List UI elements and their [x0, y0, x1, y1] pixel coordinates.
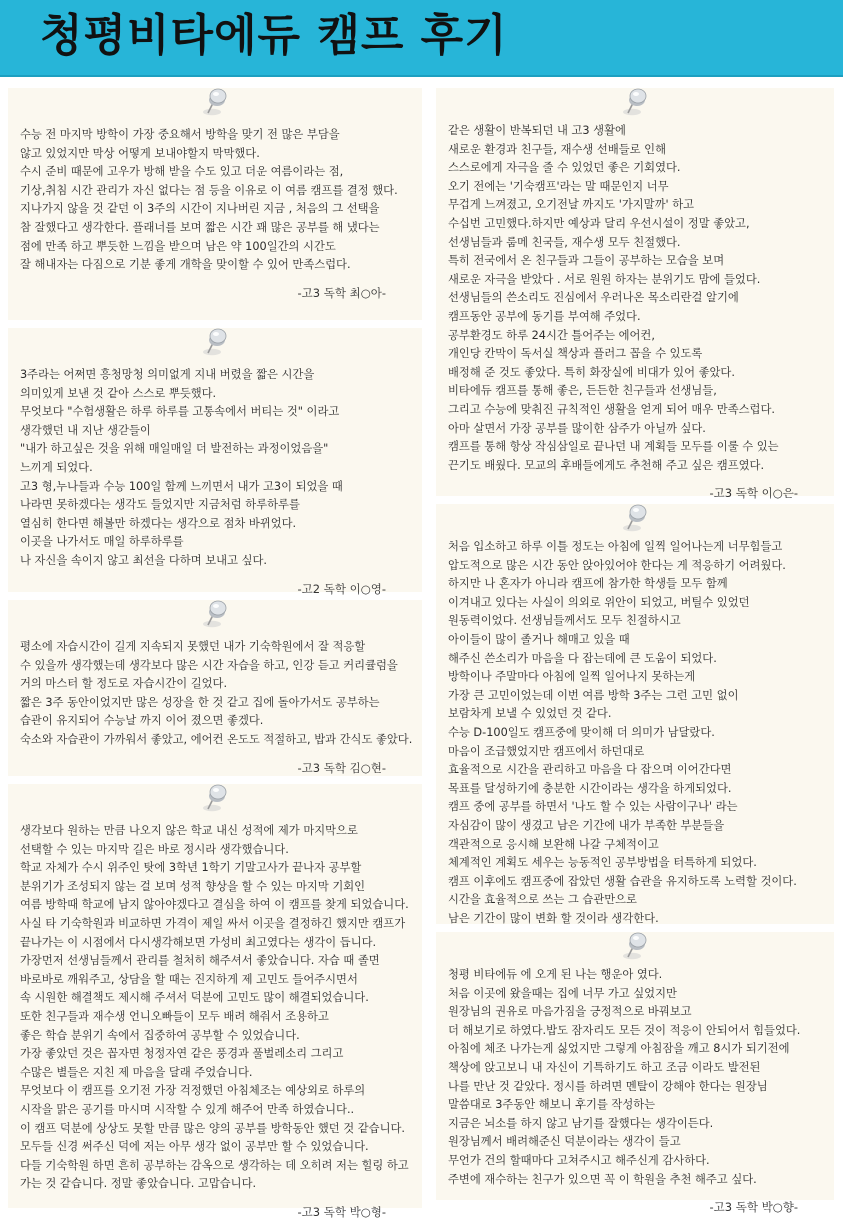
review-signature: -고3 독학 박○형-	[297, 1204, 386, 1219]
review-line: 아침에 체조 나가는게 싫었지만 그렇게 아침잠을 깨고 8시가 되기전에	[448, 1042, 790, 1056]
review-line: 3주라는 어쩌면 흥청망청 의미없게 지내 버렸을 짧은 시간을	[20, 368, 315, 381]
review-line: 비타에듀 캠프를 통해 좋은, 든든한 친구들과 선생님들,	[448, 384, 717, 398]
right-column	[436, 88, 834, 1215]
review-line: 고3 형,누나들과 수능 100일 함께 느끼면서 내가 고3이 되었을 때	[20, 479, 343, 493]
review-line: 수 있을까 생각했는데 생각보다 많은 시간 자습을 하고, 인강 듣고 커리큘럼을	[20, 658, 398, 672]
review-line: 여름 방학때 학교에 남지 않아야겠다고 결심을 하여 이 캠프를 찾게 되었습니다.	[20, 898, 409, 912]
pushpin-icon	[197, 782, 233, 816]
review-line: 모두들 신경 써주신 덕에 저는 아무 생각 없이 공부만 할 수 있었습니다.	[20, 1140, 369, 1154]
review-text	[20, 366, 412, 571]
review-line: 가장 큰 고민이었는데 이번 여름 방학 3주는 그런 고민 없이	[448, 688, 739, 702]
page-title: 청평비타에듀 캠프 후기	[40, 10, 508, 61]
review-signature: -고3 독학 최○아-	[297, 285, 386, 300]
review-line: 이 캠프 덕분에 상상도 못할 만큼 많은 양의 공부를 방학동안 했던 것 같습니다.	[20, 1121, 405, 1135]
review-line: 숙소와 자습관이 가까워서 좋았고, 에어컨 온도도 적절하고, 밥과 간식도 좋았다.	[20, 732, 413, 746]
review-line: 무엇보다 이 캠프를 오기전 가장 걱정했던 아침체조는 예상외로 하루의	[20, 1084, 366, 1098]
review-line: 특히 전국에서 온 친구들과 그들이 공부하는 모습을 보며	[448, 254, 725, 268]
review-line: 청평 비타에듀 에 오게 된 나는 행운아 였다.	[448, 968, 663, 981]
review-text	[448, 538, 824, 928]
review-signature: -고3 독학 이○은-	[709, 486, 798, 501]
review-line: 바로바로 깨워주고, 상담을 할 때는 진지하게 제 고민도 들어주시면서	[20, 972, 358, 986]
review-line: 끈기도 배웠다. 모교의 후배들에게도 추천해 주고 싶은 캠프였다.	[448, 458, 765, 472]
review-line: 처음 입소하고 하루 이틀 정도는 아침에 일찍 일어나는게 너무힘들고	[448, 540, 783, 553]
review-line: 열심히 한다면 해볼만 하겠다는 생각으로 점차 바뀌었다.	[20, 516, 297, 530]
review-line: 하지만 나 혼자가 아니라 캠프에 참가한 학생들 모두 함께	[448, 577, 728, 591]
review-line: 좋은 학습 분위기 속에서 집중하여 공부할 수 있었습니다.	[20, 1028, 300, 1042]
review-line: 또한 친구들과 재수생 언니오빠들이 모두 배려 해줘서 조용하고	[20, 1009, 329, 1023]
review-line: 스스로에게 자극을 줄 수 있었던 좋은 기회였다.	[448, 161, 681, 175]
review-text	[20, 638, 412, 750]
review-card	[8, 784, 422, 1219]
review-line: 배정해 준 것도 좋았다. 특히 화장실에 비대가 있어 좋았다.	[448, 365, 735, 379]
review-line: 같은 생활이 반복되던 내 고3 생활에	[448, 124, 626, 137]
review-line: 무엇보다 "수험생활은 하루 하루를 고통속에서 버티는 것" 이라고	[20, 405, 340, 419]
review-line: 효율적으로 시간을 관리하고 마음을 다 잡으며 이어간다면	[448, 763, 732, 777]
review-line: 캠프 중에 공부를 하면서 '나도 할 수 있는 사람이구나' 라는	[448, 800, 738, 814]
review-line: 더 해보기로 하였다.밥도 잠자리도 모든 것이 적응이 안되어서 힘들었다.	[448, 1023, 801, 1037]
review-line: 짧은 3주 동안이었지만 많은 성장을 한 것 같고 집에 돌아가서도 공부하는	[20, 695, 380, 709]
review-line: 학교 자체가 수시 위주인 탓에 3학년 1학기 기말고사가 끝나자 공부할	[20, 861, 362, 875]
review-line: 기상,취침 시간 관리가 자신 없다는 점 등을 이유로 이 여름 캠프를 결정 했다.	[20, 183, 398, 197]
review-line: 나 자신을 속이지 않고 최선을 다하며 보내고 싶다.	[20, 553, 267, 567]
review-card	[436, 88, 834, 501]
review-line: 새로운 환경과 친구들, 재수생 선배들로 인해	[448, 142, 666, 156]
review-line: 사실 타 기숙학원과 비교하면 가격이 제일 싸서 이곳을 결정하긴 했지만 캠프가	[20, 916, 406, 930]
review-line: 주변에 재수하는 친구가 있으면 꼭 이 학원을 추천 해주고 싶다.	[448, 1172, 757, 1186]
review-line: 처음 이곳에 왔을때는 집에 너무 가고 싶었지만	[448, 986, 677, 1000]
review-line: 마음이 조급했었지만 캠프에서 하던대로	[448, 744, 645, 758]
review-card	[8, 600, 422, 776]
review-line: 지금은 뇌소를 하지 않고 남기를 잘했다는 생각이든다.	[448, 1116, 714, 1130]
review-line: 참 잘했다고 생각한다. 플래너를 보며 짧은 시간 꽤 많은 공부를 해 냈다는	[20, 220, 380, 234]
review-line: 아이들이 많이 졸거나 해매고 있을 때	[448, 632, 630, 646]
review-line: 선생님들과 룸메 친국들, 재수생 모두 친절했다.	[448, 235, 681, 249]
review-line: 캠프동안 공부에 동기를 부여해 주었다.	[448, 309, 641, 323]
review-line: 거의 마스터 할 정도로 자습시간이 길었다.	[20, 677, 228, 691]
pushpin-icon	[617, 930, 653, 964]
review-line: 아마 살면서 가장 공부를 많이한 삼주가 아닐까 싶다.	[448, 421, 706, 435]
review-line: 캠프를 통해 항상 작심삼일로 끝나던 내 계획들 모두를 이룰 수 있는	[448, 440, 779, 454]
review-line: 자심감이 많이 생겼고 남은 기간에 내가 부족한 부분들을	[448, 818, 725, 832]
review-line: 객관적으로 응시해 보완해 나갈 구체적이고	[448, 837, 659, 851]
review-line: 무언가 건의 할때마다 고쳐주시고 해주신게 감사하다.	[448, 1153, 710, 1167]
review-line: 보람차게 보낼 수 있었던 것 같다.	[448, 707, 612, 721]
review-text	[20, 126, 412, 275]
review-line: 공부환경도 하루 24시간 틀어주는 에어컨,	[448, 328, 655, 342]
review-line: 나라면 못하겠다는 생각도 들었지만 지금처럼 하루하루를	[20, 498, 300, 512]
review-line: 수시 준비 때문에 고우가 방해 받을 수도 있고 더운 여름이라는 점,	[20, 165, 344, 179]
review-line: 목표를 달성하기에 충분한 시간이라는 생각을 하게되었다.	[448, 781, 732, 795]
review-line: 말씀대로 3주동안 해보니 후기를 작성하는	[448, 1098, 656, 1112]
review-line: 가장먼저 선생님들께서 관리를 철처히 해주셔서 좋았습니다. 자습 때 졸면	[20, 954, 380, 968]
left-column	[8, 88, 422, 1219]
review-line: 이겨내고 있다는 사실이 의외로 위안이 되었고, 버틸수 있었던	[448, 595, 750, 609]
pushpin-icon	[197, 86, 233, 120]
review-line: 습관이 유지되어 수능날 까지 이어 졌으면 좋겠다.	[20, 714, 264, 728]
review-line: 캠프 이후에도 캠프중에 잡았던 생활 습관을 유지하도록 노력할 것이다.	[448, 874, 797, 888]
review-line: "내가 하고싶은 것을 위해 매일매일 더 발전하는 과정이었음을"	[20, 442, 329, 456]
review-line: 잘 해내자는 다짐으로 기분 좋게 개학을 맞이할 수 있어 만족스럽다.	[20, 258, 351, 272]
review-line: 원장님께서 배려해준신 덕분이라는 생각이 들고	[448, 1135, 681, 1149]
review-line: 개인당 칸막이 독서실 책상과 플러그 꼽을 수 있도록	[448, 347, 703, 361]
review-card	[8, 328, 422, 596]
review-line: 이곳을 나가서도 매일 하루하루를	[20, 535, 184, 549]
review-text	[448, 966, 824, 1189]
review-line: 가는 것 같습니다. 정말 좋았습니다. 고맙습니다.	[20, 1177, 257, 1191]
review-line: 생각보다 원하는 만큼 나오지 않은 학교 내신 성적에 제가 마지막으로	[20, 824, 358, 837]
review-signature: -고2 독학 이○영-	[297, 581, 386, 596]
review-line: 무겁게 느껴졌고, 오기전날 까지도 '가지말까' 하고	[448, 198, 695, 212]
review-line: 시작을 맑은 공기를 마시며 시작할 수 있게 해주어 만족 하였습니다..	[20, 1102, 355, 1116]
review-line: 점에 만족 하고 뿌듯한 느낌을 받으며 남은 약 100일간의 시간도	[20, 239, 336, 253]
review-line: 속 시원한 해결책도 제시해 주셔서 덕분에 고민도 많이 해결되었습니다.	[20, 991, 369, 1005]
review-line: 않고 있었지만 막상 어떻게 보내야할지 막막했다.	[20, 146, 260, 160]
review-card	[436, 504, 834, 924]
review-line: 남은 기간이 많이 변화 할 것이라 생각한다.	[448, 911, 659, 925]
review-line: 생각했던 내 지난 생갇들이	[20, 423, 151, 437]
review-line: 수능 D-100일도 캠프중에 맞이해 더 의미가 남달랐다.	[448, 725, 715, 739]
review-line: 수많은 별들은 지친 제 마음을 달래 주었습니다.	[20, 1065, 253, 1079]
review-card	[436, 932, 834, 1215]
review-line: 수능 전 마지막 방학이 가장 중요해서 방학을 맞기 전 많은 부담을	[20, 128, 340, 141]
review-line: 선생님들의 쓴소리도 진심에서 우러나온 목소리란걸 알기에	[448, 291, 739, 305]
review-signature: -고3 독학 박○향-	[709, 1200, 798, 1215]
review-line: 새로운 자극을 받았다 . 서로 원원 하자는 분위기도 맘에 들었다.	[448, 272, 761, 286]
review-line: 나를 만난 것 같았다. 정시를 하려면 멘탈이 강해야 한다는 원장님	[448, 1079, 768, 1093]
pushpin-icon	[197, 326, 233, 360]
pushpin-icon	[197, 598, 233, 632]
review-line: 책상에 앉고보니 내 자신이 기특하기도 하고 조금 이라도 발전된	[448, 1060, 761, 1074]
review-text	[448, 122, 824, 475]
header-banner	[0, 0, 843, 77]
pushpin-icon	[617, 86, 653, 120]
review-line: 그리고 수능에 맞춰진 규칙적인 생활을 얻게 되어 매우 만족스럽다.	[448, 402, 775, 416]
review-line: 방학이나 주말마다 아침에 일찍 일어나지 못하는게	[448, 670, 696, 684]
review-line: 압도적으로 많은 시간 동안 앉아있어야 한다는 게 적응하기 어려웠다.	[448, 558, 786, 572]
review-line: 느끼게 되었다.	[20, 460, 93, 474]
review-line: 체계적인 계획도 세우는 능동적인 공부방법을 터특하게 되었다.	[448, 856, 757, 870]
review-line: 오기 전에는 '기숙캠프'라는 말 때문인지 너무	[448, 179, 669, 193]
pushpin-icon	[617, 502, 653, 536]
review-line: 다들 기숙학원 하면 흔히 공부하는 감옥으로 생각하는 데 오히려 저는 힐링 하고	[20, 1158, 409, 1172]
review-line: 가장 좋았던 것은 꼽자면 청정자연 같은 풍경과 풀벌레소리 그리고	[20, 1047, 344, 1061]
review-line: 지나가지 않을 것 같던 이 3주의 시간이 지나버린 지금 , 처음의 그 선택을	[20, 202, 380, 216]
review-line: 원동력이었다. 선생님들께서도 모두 친절하시고	[448, 614, 681, 628]
review-line: 선택할 수 있는 마지막 길은 바로 정시라 생각했습니다.	[20, 842, 289, 856]
review-text	[20, 822, 412, 1194]
review-line: 끝나가는 이 시점에서 다시생각해보면 가성비 최고였다는 생각이 듭니다.	[20, 935, 377, 949]
review-line: 수십번 고민했다.하지만 예상과 달리 우선시설이 정말 좋았고,	[448, 216, 750, 230]
review-card	[8, 88, 422, 320]
review-signature: -고3 독학 김○현-	[297, 760, 386, 775]
review-line: 시간을 효율적으로 쓰는 그 습관만으로	[448, 893, 637, 907]
review-line: 분위기가 조성되지 않는 걸 보며 성적 향상을 할 수 있는 마지막 기회인	[20, 879, 366, 893]
review-line: 원장님의 권유로 마음가짐을 긍정적으로 바꿔보고	[448, 1005, 692, 1019]
review-line: 의미있게 보낸 것 같아 스스로 뿌듯했다.	[20, 386, 217, 400]
review-line: 해주신 쓴소리가 마음을 다 잡는데에 큰 도움이 되었다.	[448, 651, 717, 665]
review-line: 평소에 자습시간이 길게 지속되지 못했던 내가 기숙학원에서 잘 적응할	[20, 640, 366, 653]
